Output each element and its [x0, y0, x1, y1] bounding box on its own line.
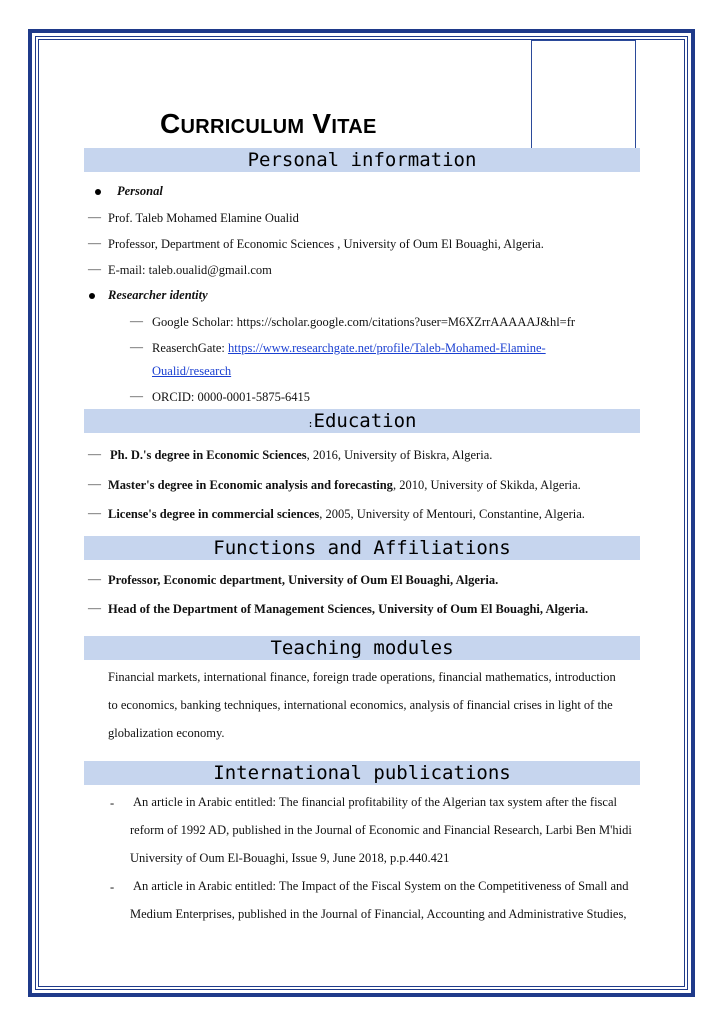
photo-placeholder	[531, 40, 636, 150]
education-degree: Master's degree in Economic analysis and forecasting	[108, 478, 393, 492]
teaching-line: globalization economy.	[108, 726, 225, 740]
education-item	[108, 507, 585, 522]
education-heading-colon: :	[307, 419, 314, 430]
bullet-dot	[89, 293, 95, 299]
bullet-dot	[95, 189, 101, 195]
person-position: Professor, Department of Economic Sciences , University of Oum El Bouaghi, Algeria.	[108, 237, 544, 251]
dash-marker: —	[88, 476, 101, 491]
dash-marker: —	[88, 209, 101, 224]
education-detail: , 2010, University of Skikda, Algeria.	[392, 478, 581, 492]
dash-marker: —	[88, 571, 101, 586]
publication-bullet: -	[110, 796, 115, 810]
section-heading-teaching: Teaching modules	[84, 636, 640, 660]
dash-marker: —	[88, 600, 101, 615]
publication-item	[130, 872, 638, 928]
researchgate-line	[152, 341, 546, 356]
google-scholar-line: Google Scholar: https://scholar.google.com/citations?user=M6XZrrAAAAAJ&hl=fr	[152, 315, 576, 329]
education-detail: , 2016, University of Biskra, Algeria.	[306, 448, 493, 462]
function-item: Head of the Department of Management Sciences, University of Oum El Bouaghi, Algeria.	[108, 602, 589, 616]
teaching-modules-text	[108, 663, 638, 747]
orcid-line: ORCID: 0000-0001-5875-6415	[152, 390, 310, 404]
education-degree: License's degree in commercial sciences	[108, 507, 320, 521]
researcher-identity-label: Researcher identity	[108, 288, 208, 302]
researchgate-label: ReaserchGate:	[152, 341, 229, 355]
researchgate-link[interactable]: https://www.researchgate.net/profile/Taleb-Mohamed-Elamine-	[228, 341, 546, 355]
person-name: Prof. Taleb Mohamed Elamine Oualid	[108, 211, 299, 225]
dash-marker: —	[88, 446, 101, 461]
personal-label: Personal	[117, 184, 163, 198]
dash-marker: —	[130, 313, 143, 328]
education-item	[110, 448, 492, 463]
function-item: Professor, Economic department, University of Oum El Bouaghi, Algeria.	[108, 573, 499, 587]
publication-line: An article in Arabic entitled: The financial profitability of the Algerian tax system after the fiscal	[133, 795, 617, 809]
publication-line: reform of 1992 AD, published in the Journal of Economic and Financial Research, Larbi Ben M'hidi	[130, 823, 632, 837]
dash-marker: —	[88, 235, 101, 250]
education-item	[108, 478, 581, 493]
publication-line: University of Oum El-Bouaghi, Issue 9, June 2018, p.p.440.421	[130, 851, 450, 865]
section-heading-publications: International publications	[84, 761, 640, 785]
publication-item	[130, 788, 638, 872]
dash-marker: —	[130, 388, 143, 403]
teaching-line: Financial markets, international finance, foreign trade operations, financial mathematics, introduction	[108, 670, 616, 684]
section-heading-functions: Functions and Affiliations	[84, 536, 640, 560]
section-heading-personal-information: Personal information	[84, 148, 640, 172]
person-email: E-mail: taleb.oualid@gmail.com	[108, 263, 272, 277]
education-heading-text: Education	[313, 410, 417, 432]
education-detail: , 2005, University of Mentouri, Constantine, Algeria.	[319, 507, 585, 521]
researchgate-link-continued[interactable]: Oualid/research	[152, 364, 232, 378]
section-heading-education	[84, 409, 640, 433]
dash-marker: —	[88, 505, 101, 520]
teaching-line: to economics, banking techniques, international economics, analysis of financial crises in light of the	[108, 698, 613, 712]
publication-line: An article in Arabic entitled: The Impact of the Fiscal System on the Competitiveness of Small and	[133, 879, 629, 893]
dash-marker: —	[130, 339, 143, 354]
document-title: Curriculum Vitae	[160, 108, 377, 139]
education-degree: Ph. D.'s degree in Economic Sciences	[110, 448, 307, 462]
publication-line: Medium Enterprises, published in the Journal of Financial, Accounting and Administrative Studies,	[130, 907, 627, 921]
publication-bullet: -	[110, 880, 115, 894]
dash-marker: —	[88, 261, 101, 276]
